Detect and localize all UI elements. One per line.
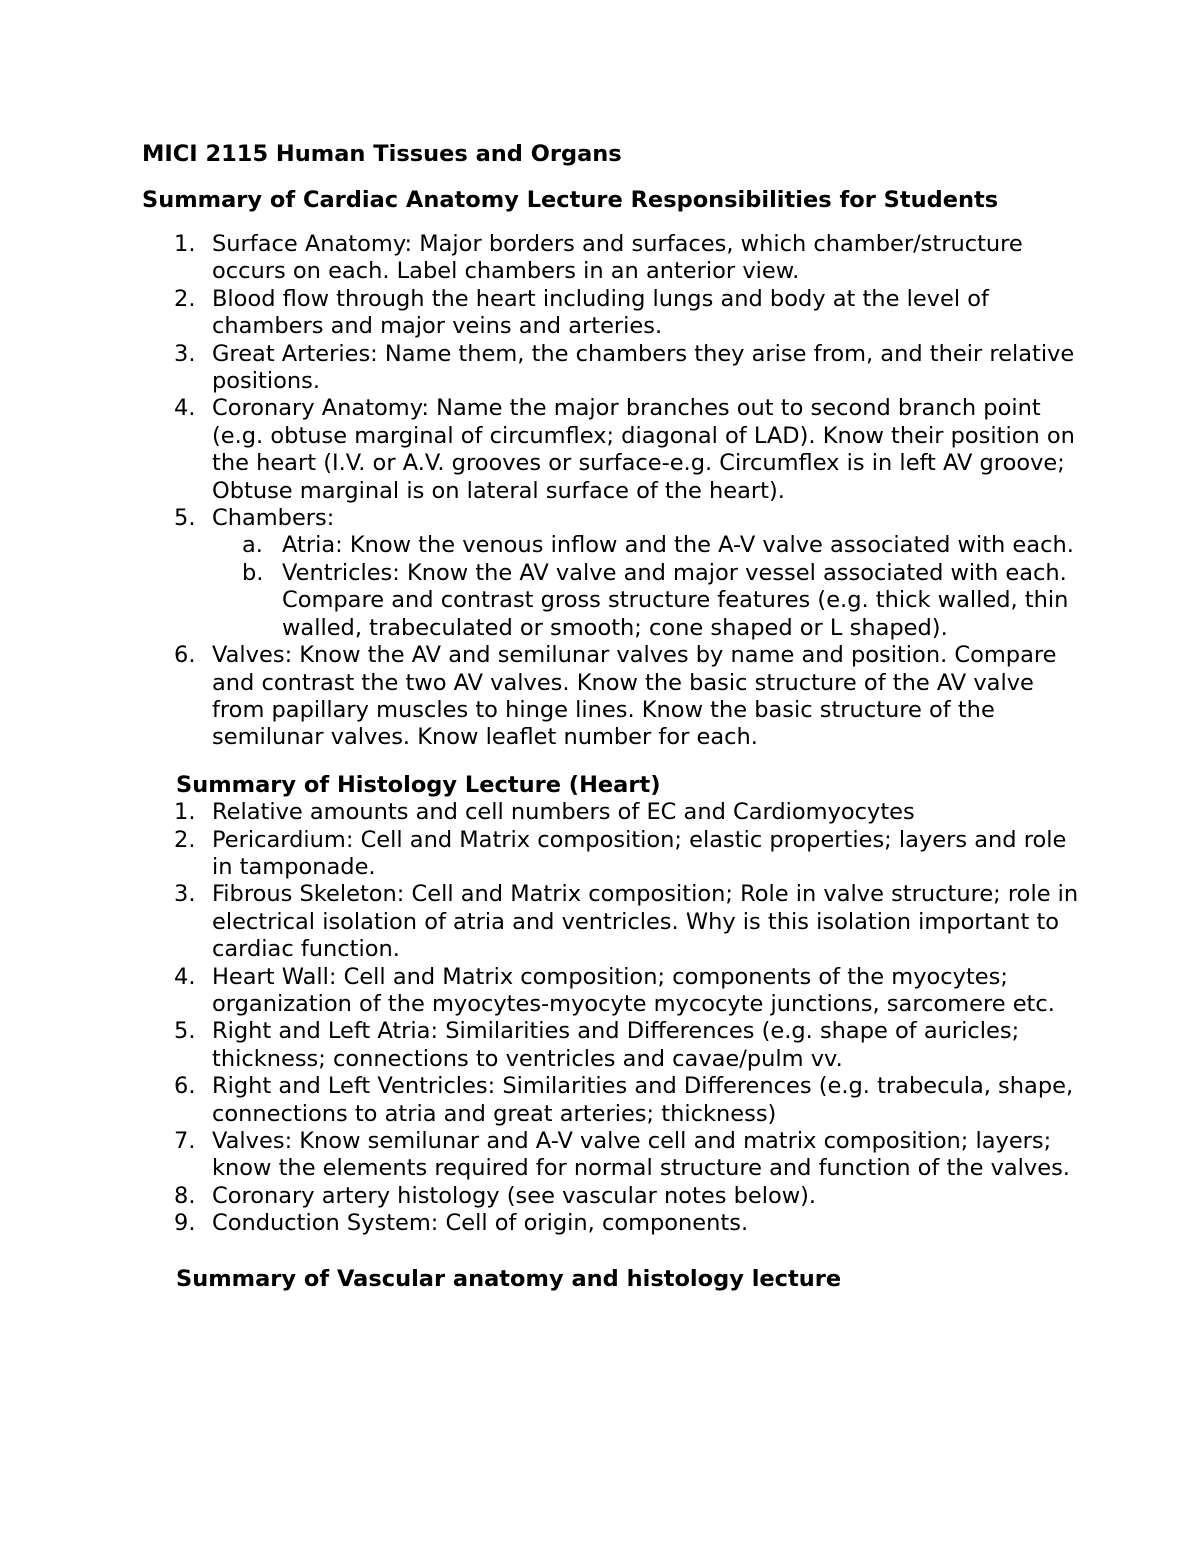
list-text: Right and Left Ventricles: Similarities and Differences (e.g. trabecula, shape, connections to atria and great arteries; thickness) [212,1073,1074,1127]
list-text: Coronary artery histology (see vascular notes below). [212,1182,817,1209]
list-number: 5. [174,1018,196,1045]
list-number: 5. [174,505,196,532]
section-heading-histology: Summary of Histology Lecture (Heart) [176,771,661,798]
list-text: Relative amounts and cell numbers of EC and Cardiomyocytes [212,799,915,826]
list-text: Valves: Know the AV and semilunar valves by name and position. Compare and contrast the two AV valves. Know the basic structure of the AV valve from papillary muscles to hinge lines. Know the basic structure of the semilunar valves. Know leaflet number for each. [212,642,1057,751]
list-number: 3. [174,340,196,367]
list-number: 2. [174,826,196,853]
list-item [142,881,1082,963]
list-number: 3. [174,881,196,908]
list-item [142,341,1082,396]
list-item [142,964,1082,1019]
sublist-item [142,532,1082,559]
list-text: Coronary Anatomy: Name the major branches out to second branch point (e.g. obtuse marginal of circumflex; diagonal of LAD). Know their position on the heart (I.V. or A.V. grooves or surface-e.g. Circumflex is in left AV groove; Obtuse marginal is on lateral surface of the heart). [212,395,1075,504]
list-number: 9. [174,1210,196,1237]
list-text: Pericardium: Cell and Matrix composition; elastic properties; layers and role in tamponade. [212,826,1067,880]
list-number: 1. [174,231,196,257]
list-text: Surface Anatomy: Major borders and surfaces, which chamber/structure occurs on each. Label chambers in an anterior view. [212,231,1023,285]
sublist-text: Ventricles: Know the AV valve and major vessel associated with each. Compare and contrast gross structure features (e.g. thick walled, thin walled, trabeculated or smooth; cone shaped or L shaped). [282,559,1069,641]
list-number: 1. [174,799,196,826]
list-item [142,827,1082,882]
list-number: 7. [174,1127,196,1154]
chambers-sublist [212,532,1082,642]
list-text: Heart Wall: Cell and Matrix composition; components of the myocytes; organization of the myocytes-myocyte mycocyte junctions, sarcomere etc. [212,963,1055,1017]
list-text: Fibrous Skeleton: Cell and Matrix composition; Role in valve structure; role in electrical isolation of atria and ventricles. Why is this isolation important to cardiac function. [212,881,1079,963]
sublist-text: Atria: Know the venous inflow and the A-V valve associated with each. [282,532,1074,559]
sublist-letter: b. [242,559,264,586]
cardiac-anatomy-list [142,231,1082,752]
list-text: Blood flow through the heart including lungs and body at the level of chambers and major veins and arteries. [212,285,989,340]
list-number: 6. [174,642,196,669]
sublist-item [142,560,1082,642]
sublist-letter: a. [242,532,263,559]
histology-list [142,799,1082,1238]
list-number: 4. [174,395,196,422]
list-item [142,1128,1082,1183]
list-item [142,395,1082,505]
document-content [142,141,1082,1293]
list-text: Conduction System: Cell of origin, components. [212,1210,749,1237]
list-text: Great Arteries: Name them, the chambers they arise from, and their relative positions. [212,340,1075,395]
document-title: MICI 2115 Human Tissues and Organs [142,141,622,167]
list-number: 4. [174,963,196,990]
list-item [142,1018,1082,1073]
list-text: Valves: Know semilunar and A-V valve cell and matrix composition; layers; know the elements required for normal structure and function of the valves. [212,1127,1070,1182]
list-item [142,642,1082,752]
list-item [142,286,1082,341]
list-number: 6. [174,1073,196,1100]
section-heading-cardiac-anatomy: Summary of Cardiac Anatomy Lecture Responsibilities for Students [142,187,999,213]
list-item [142,231,1082,286]
list-item [142,799,1082,826]
list-item [142,1210,1082,1237]
list-item [142,1183,1082,1210]
list-number: 8. [174,1182,196,1209]
list-text: Right and Left Atria: Similarities and Differences (e.g. shape of auricles; thickness; connections to ventricles and cavae/pulm vv. [212,1018,1020,1072]
list-item [142,505,1082,642]
list-number: 2. [174,285,196,312]
list-text: Chambers: [212,505,335,532]
list-item [142,1073,1082,1128]
section-heading-vascular: Summary of Vascular anatomy and histology lecture [176,1265,842,1292]
